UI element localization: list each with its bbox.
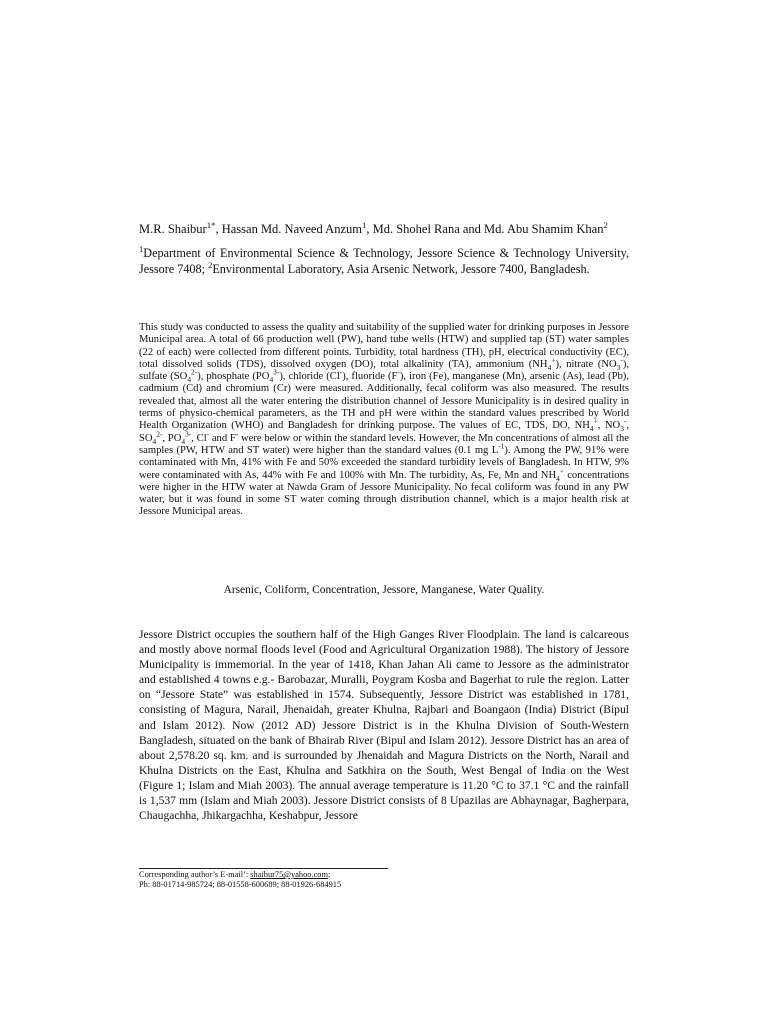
abstract-text: concentrations were higher in the HTW water at Nawda Gram of Jessore Municipality. No fecal coliform was found in any PW water, but it was found in some ST water coming through distribution channel, which is a major health risk at Jessore Municipal areas. [139, 469, 629, 518]
chem-superscript: 2- [156, 429, 163, 439]
chem-subscript: 3 [616, 363, 621, 372]
chem-subscript: 3 [620, 424, 624, 434]
chem-subscript: 4 [187, 375, 192, 385]
chem-superscript: - [397, 367, 400, 377]
chem-superscript: - [339, 367, 343, 377]
footnote-email-label: Corresponding author’s E-mail’: [139, 870, 251, 879]
abstract-text: This study was conducted to assess the quality and suitability of the supplied water for drinking purposes in Jessore Municipal area. A total of 66 production well (PW), hand tube wells (HTW) and supplied tap (ST) water samples (22 of each) were collected from different points. Turbidity, total hardness (TH), pH, electrical conductivity (EC), total dissolved solids (TDS), dissolved oxygen (DO), total alkalinity (TA), ammonium (NH [139, 322, 629, 370]
footnote [139, 870, 439, 890]
abstract-text: ), chloride (Cl [279, 371, 340, 383]
chem-superscript: + [551, 355, 556, 365]
chem-subscript: 4 [181, 436, 186, 446]
abstract-text: , SO [139, 420, 630, 444]
keywords-line: Arsenic, Coliform, Concentration, Jessore, Manganese, Water Quality. [223, 584, 545, 596]
affiliation-block [139, 243, 629, 277]
author-affiliation-mark: 1 [361, 219, 367, 230]
abstract-text: ), iron (Fe), manganese (Mn), arsenic (As), lead (Pb), cadmium (Cd) and chromium (Cr) were measured. Additionally, fecal coliform was also measured. The results revealed that, almost all the water entering the distribution channel of Jessore Municipality is in desired quality in terms of physico-chemical parameters, as the TH and pH were within the standard values prescribed by World Health Organization (WHO) and Bangladesh for drinking purpose. The values of EC, TDS, DO, NH [139, 371, 629, 432]
chem-superscript: - [235, 429, 239, 439]
abstract-text: , PO [162, 432, 182, 444]
abstract-text: ), nitrate (NO [555, 358, 617, 370]
chem-superscript: + [559, 466, 564, 476]
affiliation-text: Department of Environmental Science & Technology, Jessore Science & Technology University, Jessore 7408; [139, 246, 629, 276]
affiliation-mark: 2 [208, 259, 213, 270]
footnote-email-after: ; [328, 870, 331, 879]
chem-superscript: - [623, 416, 627, 426]
affiliation-text: Environmental Laboratory, Asia Arsenic Network, Jessore 7400, Bangladesh. [212, 261, 590, 276]
affiliation-mark: 1 [139, 243, 144, 254]
abstract-text: ), fluoride (F [342, 371, 398, 383]
chem-subscript: 4 [152, 436, 157, 446]
chem-subscript: 4 [269, 375, 274, 385]
abstract-text: were below or within the standard levels. However, the Mn concentrations of almost all the samples (PW, HTW and ST water) were higher than the standard values (0.1 mg L [139, 432, 630, 456]
author-affiliation-mark: 2 [603, 219, 608, 230]
abstract-text: , Cl [191, 432, 207, 444]
chem-subscript: 4 [547, 363, 552, 372]
chem-superscript: - [620, 355, 623, 365]
abstract-paragraph [139, 322, 629, 519]
abstract-text: ), sulfate (SO [139, 358, 629, 383]
chem-superscript: 3- [185, 429, 192, 439]
chem-superscript: - [206, 429, 210, 439]
chem-subscript: 4 [556, 473, 560, 483]
chem-superscript: + [593, 416, 598, 426]
abstract-text: , NO [597, 420, 621, 432]
chem-subscript: 4 [589, 424, 594, 434]
footnote-email-line [139, 870, 439, 880]
abstract-text: and F [209, 432, 236, 444]
chem-superscript: -1 [498, 441, 505, 451]
introduction-paragraph: Jessore District occupies the southern half of the High Ganges River Floodplain. The land is calcareous and mostly above normal floods level (Food and Agricultural Organization 1988). The history of Jessore Municipality is immemorial. In the year of 1418, Khan Jahan Ali came to Jessore as the administrator and established 4 towns e.g.- Barobazar, Muralli, Poygram Kosba and Bagerhat to rule the region. Latter on “Jessore State” was established in 1574. Subsequently, Jessore District was established in 1781, consisting of Magura, Narail, Jhenaidah, greater Khulna, Rajbari and Boangaon (India) District (Bipul and Islam 2012). Now (2012 AD) Jessore District is in the Khulna Division of South-Western Bangladesh, situated on the bank of Bhairab River (Bipul and Islam 2012). Jessore District has an area of about 2,578.20 sq. km. and is surrounded by Jhenaidah and Magura Districts on the North, Narail and Khulna Districts on the East, Khulna and Satkhira on the South, West Bengal of India on the West (Figure 1; Islam and Miah 2003). The annual average temperature is 11.20 °C to 37.1 °C and the rainfall is 1,537 mm (Islam and Miah 2003). Jessore District consists of 8 Upazilas are Abhaynagar, Bagherpara, Chaugachha, Jhikargachha, Keshabpur, Jessore [139, 628, 629, 823]
author-name: , Md. Shohel Rana and Md. Abu Shamim Khan [366, 222, 604, 236]
author-name: , Hassan Md. Naveed Anzum [215, 222, 362, 236]
abstract-text: ), phosphate (PO [197, 371, 270, 383]
footnote-phone: Ph: 88-01714-985724; 88-01558-600689; 88-01926-684915 [139, 880, 342, 889]
author-list [139, 220, 639, 238]
chem-superscript: 2- [191, 367, 198, 377]
footnote-divider [139, 868, 388, 869]
author-name: M.R. Shaibur [139, 222, 207, 236]
chem-superscript: 3- [273, 367, 280, 377]
email-link[interactable]: shaibur75@yahoo.com [250, 870, 328, 879]
abstract-text: ). Among the PW, 91% were contaminated with Mn, 41% with Fe and 50% exceeded the standard turbidity levels of Bangladesh. In HTW, 9% were contaminated with As, 44% with Fe and 100% with Mn. The turbidity, As, Fe, Mn and NH [139, 444, 630, 481]
author-affiliation-mark: 1* [206, 219, 216, 230]
